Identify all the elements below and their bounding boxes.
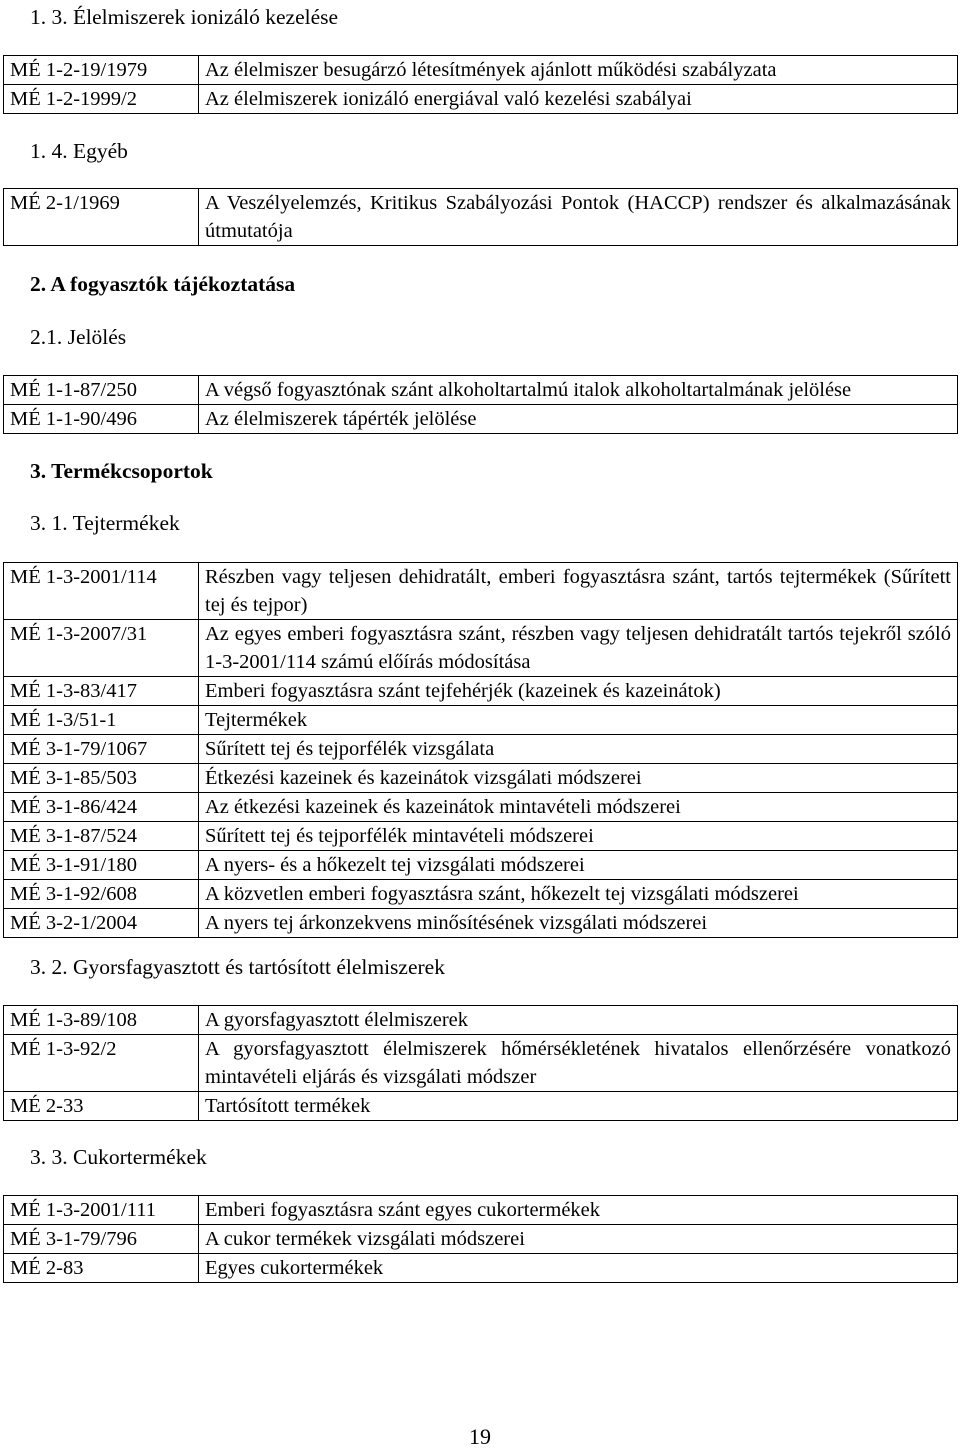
regulation-code: MÉ 1-3-2001/111 — [4, 1196, 199, 1225]
section-heading-3-2: 3. 2. Gyorsfagyasztott és tartósított élelmiszerek — [30, 955, 445, 979]
regulations-table-2-1 — [3, 375, 958, 434]
regulation-title: A gyorsfagyasztott élelmiszerek hőmérsékletének hivatalos ellenőrzésére vonatkozó mintavételi eljárás és vizsgálati módszer — [199, 1035, 958, 1092]
regulation-title: Az élelmiszerek ionizáló energiával való kezelési szabályai — [199, 85, 958, 114]
regulation-title: Az élelmiszerek tápérték jelölése — [199, 405, 958, 434]
regulation-title: A gyorsfagyasztott élelmiszerek — [199, 1006, 958, 1035]
regulation-title: Sűrített tej és tejporfélék vizsgálata — [199, 735, 958, 764]
regulation-code: MÉ 1-3-89/108 — [4, 1006, 199, 1035]
section-heading-3: 3. Termékcsoportok — [30, 459, 213, 483]
regulation-code: MÉ 3-2-1/2004 — [4, 909, 199, 938]
regulation-title: Sűrített tej és tejporfélék mintavételi módszerei — [199, 822, 958, 851]
page-number: 19 — [469, 1424, 491, 1449]
regulation-title: A Veszélyelemzés, Kritikus Szabályozási Pontok (HACCP) rendszer és alkalmazásának útmutatója — [199, 189, 958, 246]
section-heading-3-3: 3. 3. Cukortermékek — [30, 1145, 207, 1169]
regulation-code: MÉ 3-1-92/608 — [4, 880, 199, 909]
table-row — [4, 1092, 958, 1121]
regulation-code: MÉ 1-3-92/2 — [4, 1035, 199, 1092]
regulation-title: Tejtermékek — [199, 706, 958, 735]
regulation-code: MÉ 2-83 — [4, 1254, 199, 1283]
section-heading-1-3: 1. 3. Élelmiszerek ionizáló kezelése — [30, 5, 339, 29]
section-heading-2: 2. A fogyasztók tájékoztatása — [30, 272, 296, 296]
regulation-title: A nyers- és a hőkezelt tej vizsgálati módszerei — [199, 851, 958, 880]
regulation-code: MÉ 1-2-19/1979 — [4, 56, 199, 85]
table-row — [4, 735, 958, 764]
regulation-code: MÉ 2-1/1969 — [4, 189, 199, 246]
regulation-title: Emberi fogyasztásra szánt tejfehérjék (kazeinek és kazeinátok) — [199, 677, 958, 706]
regulation-title: Étkezési kazeinek és kazeinátok vizsgálati módszerei — [199, 764, 958, 793]
regulations-table-3-3 — [3, 1195, 958, 1283]
table-row — [4, 793, 958, 822]
table-row — [4, 1225, 958, 1254]
regulations-table-3-2 — [3, 1005, 958, 1121]
table-row — [4, 1006, 958, 1035]
regulation-code: MÉ 3-1-79/796 — [4, 1225, 199, 1254]
regulation-code: MÉ 1-1-87/250 — [4, 376, 199, 405]
section-heading-1-4: 1. 4. Egyéb — [30, 139, 128, 163]
regulation-code: MÉ 1-3-83/417 — [4, 677, 199, 706]
table-row — [4, 764, 958, 793]
table-row — [4, 822, 958, 851]
section-heading-3-1: 3. 1. Tejtermékek — [30, 511, 180, 535]
regulation-code: MÉ 1-2-1999/2 — [4, 85, 199, 114]
table-row — [4, 85, 958, 114]
table-row — [4, 706, 958, 735]
regulation-code: MÉ 3-1-91/180 — [4, 851, 199, 880]
table-row — [4, 405, 958, 434]
regulation-title: A cukor termékek vizsgálati módszerei — [199, 1225, 958, 1254]
regulation-code: MÉ 1-3-2001/114 — [4, 563, 199, 620]
table-row — [4, 376, 958, 405]
regulation-title: Az egyes emberi fogyasztásra szánt, részben vagy teljesen dehidratált tartós tejekről szóló 1-3-2001/114 számú előírás módosítása — [199, 620, 958, 677]
regulation-title: Tartósított termékek — [199, 1092, 958, 1121]
regulation-title: A közvetlen emberi fogyasztásra szánt, hőkezelt tej vizsgálati módszerei — [199, 880, 958, 909]
regulation-code: MÉ 1-3/51-1 — [4, 706, 199, 735]
regulation-title: A nyers tej árkonzekvens minősítésének vizsgálati módszerei — [199, 909, 958, 938]
regulation-code: MÉ 3-1-85/503 — [4, 764, 199, 793]
table-row — [4, 880, 958, 909]
section-heading-2-1: 2.1. Jelölés — [30, 325, 127, 349]
regulation-code: MÉ 3-1-79/1067 — [4, 735, 199, 764]
table-row — [4, 189, 958, 246]
table-row — [4, 563, 958, 620]
regulation-code: MÉ 3-1-87/524 — [4, 822, 199, 851]
regulation-title: Az étkezési kazeinek és kazeinátok mintavételi módszerei — [199, 793, 958, 822]
regulations-table-1-4 — [3, 188, 958, 246]
table-row — [4, 909, 958, 938]
table-row — [4, 1196, 958, 1225]
regulation-title: Részben vagy teljesen dehidratált, emberi fogyasztásra szánt, tartós tejtermékek (Sűrített tej és tejpor) — [199, 563, 958, 620]
regulation-title: Egyes cukortermékek — [199, 1254, 958, 1283]
table-row — [4, 677, 958, 706]
regulation-code: MÉ 3-1-86/424 — [4, 793, 199, 822]
table-row — [4, 1035, 958, 1092]
regulation-title: Emberi fogyasztásra szánt egyes cukortermékek — [199, 1196, 958, 1225]
table-row — [4, 620, 958, 677]
regulation-code: MÉ 1-1-90/496 — [4, 405, 199, 434]
regulations-table-1-3 — [3, 55, 958, 114]
table-row — [4, 1254, 958, 1283]
regulation-title: A végső fogyasztónak szánt alkoholtartalmú italok alkoholtartalmának jelölése — [199, 376, 958, 405]
regulation-code: MÉ 1-3-2007/31 — [4, 620, 199, 677]
table-row — [4, 56, 958, 85]
regulation-title: Az élelmiszer besugárzó létesítmények ajánlott működési szabályzata — [199, 56, 958, 85]
table-row — [4, 851, 958, 880]
regulations-table-3-1 — [3, 562, 958, 938]
regulation-code: MÉ 2-33 — [4, 1092, 199, 1121]
